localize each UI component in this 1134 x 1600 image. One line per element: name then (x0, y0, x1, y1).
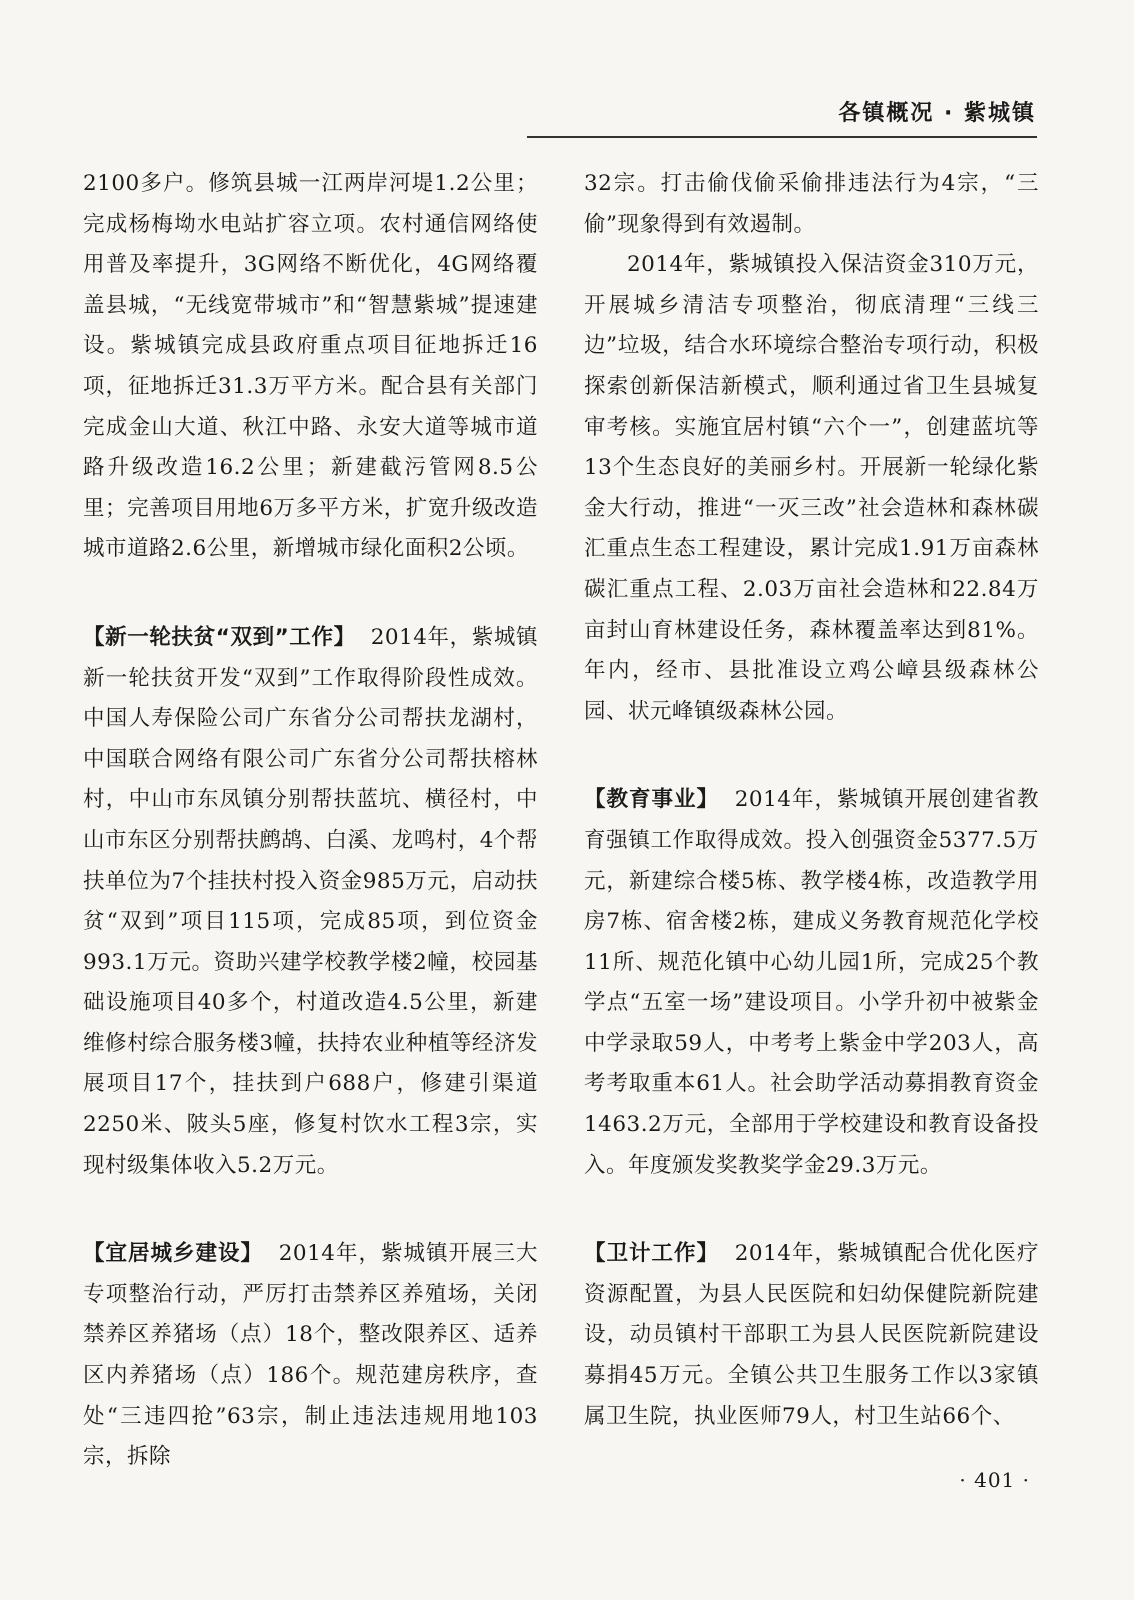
section-body: 2014年，紫城镇开展三大专项整治行动，严厉打击禁养区养殖场，关闭禁养区养猪场（点）18个，整改限养区、适养区内养猪场（点）186个。规范建房秩序，查处“三违四抢”63宗，制止违法违规用地103宗，拆除 (83, 1241, 538, 1470)
section-body: 2014年，紫城镇开展创建省教育强镇工作取得成效。投入创强资金5377.5万元，新建综合楼5栋、教学楼4栋，改造教学用房7栋、宿舍楼2栋，建成义务教育规范化学校11所、规范化镇中心幼儿园1所，完成25个教学点“五室一场”建设项目。小学升初中被紫金中学录取59人，中考考上紫金中学203人，高考考取重本61人。社会助学活动募捐教育资金1463.2万元，全部用于学校建设和教育设备投入。年度颁发奖教奖学金29.3万元。 (584, 787, 1039, 1178)
section-livable-construction (83, 1234, 538, 1478)
header-rule (527, 136, 1037, 138)
section-education (584, 780, 1039, 1186)
section-title: 【新一轮扶贫“双到”工作】 (83, 624, 356, 650)
paragraph-continued: 2100多户。修筑县城一江两岸河堤1.2公里；完成杨梅坳水电站扩容立项。农村通信网络使用普及率提升，3G网络不断优化，4G网络覆盖县城，“无线宽带城市”和“智慧紫城”提速建设。紫城镇完成县政府重点项目征地拆迁16项，征地拆迁31.3万平方米。配合县有关部门完成金山大道、秋江中路、永安大道等城市道路升级改造16.2公里；新建截污管网8.5公里；完善项目用地6万多平方米，扩宽升级改造城市道路2.6公里，新增城市绿化面积2公顷。 (83, 171, 538, 562)
section-body: 2014年，紫城镇新一轮扶贫开发“双到”工作取得阶段性成效。中国人寿保险公司广东省分公司帮扶龙湖村，中国联合网络有限公司广东省分公司帮扶榕林村，中山市东凤镇分别帮扶蓝坑、横径村，中山市东区分别帮扶鹧鸪、白溪、龙鸣村，4个帮扶单位为7个挂扶村投入资金985万元，启动扶贫“双到”项目115项，完成85项，到位资金993.1万元。资助兴建学校教学楼2幢，校园基础设施项目40多个，村道改造4.5公里，新建维修村综合服务楼3幢，扶持农业种植等经济发展项目17个，挂扶到户688户，修建引渠道2250米、陂头5座，修复村饮水工程3宗，实现村级集体收入5.2万元。 (83, 624, 539, 1178)
section-title: 【卫计工作】 (584, 1241, 720, 1267)
section-title: 【教育事业】 (584, 787, 720, 813)
running-head: 各镇概况 · 紫城镇 (838, 101, 1036, 126)
section-health (584, 1234, 1039, 1437)
section-title: 【宜居城乡建设】 (83, 1241, 264, 1267)
section-body: 2014年，紫城镇配合优化医疗资源配置，为县人民医院和妇幼保健院新院建设，动员镇村干部职工为县人民医院新院建设募捐45万元。全镇公共卫生服务工作以3家镇属卫生院，执业医师79人，村卫生站66个、 (584, 1241, 1039, 1429)
paragraph-continued: 32宗。打击偷伐偷采偷排违法行为4宗，“三偷”现象得到有效遏制。 (584, 171, 1039, 237)
paragraph-sanitation: 2014年，紫城镇投入保洁资金310万元，开展城乡清洁专项整治，彻底清理“三线三边”垃圾，结合水环境综合整治专项行动，积极探索创新保洁新模式，顺利通过省卫生县城复审考核。实施宜居村镇“六个一”，创建蓝坑等13个生态良好的美丽乡村。开展新一轮绿化紫金大行动，推进“一灭三改”社会造林和森林碳汇重点生态工程建设，累计完成1.91万亩森林碳汇重点工程、2.03万亩社会造林和22.84万亩封山育林建设任务，森林覆盖率达到81%。年内，经市、县批准设立鸡公嶂县级森林公园、状元峰镇级森林公园。 (584, 252, 1039, 724)
page-number: · 401 · (959, 1468, 1030, 1492)
left-column (83, 164, 538, 1478)
right-column (584, 164, 1039, 1437)
section-poverty-alleviation (83, 618, 538, 1186)
